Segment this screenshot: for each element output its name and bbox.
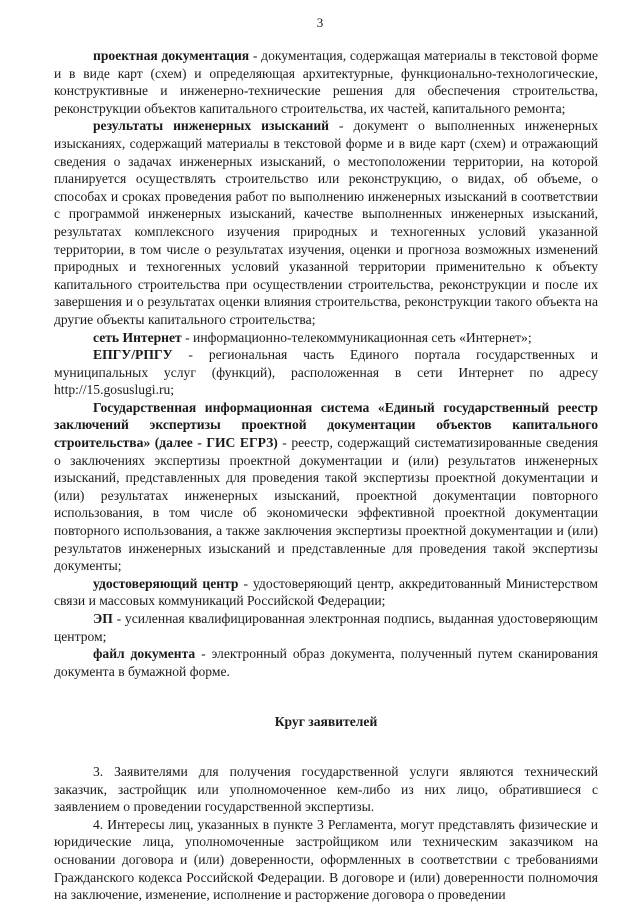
- definition-term: файл документа: [93, 646, 196, 662]
- definition-paragraph: [54, 47, 598, 117]
- definition-text: реестр, содержащий систематизированные сведения о заключениях экспертизы проектной документации и (или) результатов инженерных изысканий, представленных для проведения такой экспертизы проектной документации и (или) результатах инженерных изысканий, проектной документации повторного использования, в том числе об экономически эффективной проектной документации повторного использования, а также заключения экспертизы проектной документации и (или) результатов инженерных изысканий и представленные для проведения такой экспертизы документы;: [54, 435, 598, 574]
- definition-separator: -: [181, 329, 194, 345]
- definition-text: усиленная квалифицированная электронная подпись, выданная удостоверяющим центром;: [54, 611, 598, 644]
- definition-separator: -: [112, 611, 125, 626]
- definition-paragraph: [54, 399, 598, 575]
- definition-text: документ о выполненных инженерных изысканиях, содержащий материалы в текстовой форме и в виде карт (схем) и отражающий сведения о задачах инженерных изысканий, о местоположении территории, на которой планируется осуществлять строительство или реконструкцию, о видах, об объеме, о способах и сроках проведения работ по выполнению инженерных изысканий в соответствии с программой инженерных изысканий, качестве выполненных инженерных изысканий, результатах комплексного изучения природных и техногенных условий указанной территории, в том числе о результатах изучения, оценки и прогноза возможных изменений природных и техногенных условий указанной территории применительно к объекту капитального строительства при осуществлении строительства, реконструкции и после их завершения и о результатах оценки влияния строительства, реконструкции такого объекта на другие объекты капитального строительства;: [54, 118, 598, 327]
- definition-term: результаты инженерных изысканий: [93, 118, 329, 134]
- definition-paragraph: [54, 329, 598, 347]
- definition-paragraph: [54, 117, 598, 328]
- definition-paragraph: [54, 610, 598, 645]
- section-heading: Круг заявителей: [274, 714, 378, 730]
- definition-text: документация, содержащая материалы в текстовой форме и в виде карт (схем) и определяющая архитектурные, функционально-технологические, конструктивные и инженерно-технические решения для обеспечения строительства, реконструкции объектов капитального строительства, их частей, капитального ремонта;: [54, 48, 598, 116]
- definition-separator: -: [277, 435, 292, 451]
- definition-term: сеть Интернет: [93, 329, 182, 345]
- definition-separator: -: [329, 118, 354, 134]
- definition-separator: -: [195, 646, 212, 662]
- document-body: [54, 47, 598, 904]
- definition-separator: -: [249, 48, 262, 63]
- definition-text: информационно-телекоммуникационная сеть «Интернет»;: [193, 329, 532, 345]
- definition-separator: -: [172, 347, 209, 363]
- page-number: 3: [316, 15, 324, 30]
- definition-separator: -: [238, 575, 253, 591]
- definition-paragraph: [54, 645, 598, 680]
- body-paragraph: 3. Заявителями для получения государственной услуги являются технический заказчик, застройщик или уполномоченное кем-либо из них лицо, обратившиеся с заявлением о проведении государственной экспертизы.: [54, 763, 598, 815]
- definition-text: региональная часть Единого портала государственных и муниципальных услуг (функций), расположенная в сети Интернет по адресу http://15.gosuslugi.ru;: [54, 347, 599, 398]
- definition-term: Государственная информационная система «Единый государственный реестр заключений экспертизы проектной документации объектов капитального строительства» (далее - ГИС ЕГРЗ): [54, 399, 598, 451]
- definition-term: ЕПГУ/РПГУ: [93, 347, 173, 363]
- definition-paragraph: [54, 346, 598, 399]
- definition-text: электронный образ документа, полученный путем сканирования документа в бумажной форме.: [54, 646, 598, 679]
- definition-term: удостоверяющий центр: [93, 575, 239, 591]
- definition-paragraph: [54, 575, 598, 610]
- definition-text: удостоверяющий центр, аккредитованный Министерством связи и массовых коммуникаций Российской Федерации;: [54, 575, 598, 609]
- definition-term: ЭП: [93, 611, 113, 626]
- body-paragraph: 4. Интересы лиц, указанных в пункте 3 Регламента, могут представлять физические и юридические лица, уполномоченные застройщиком или техническим заказчиком на основании договора и (или) доверенности, оформленных в соответствии с требованиями Гражданского кодекса Российской Федерации. В договоре и (или) доверенности полномочия на заключение, изменение, исполнение и расторжение договора о проведении: [54, 816, 598, 903]
- definition-term: проектная документация: [93, 48, 250, 63]
